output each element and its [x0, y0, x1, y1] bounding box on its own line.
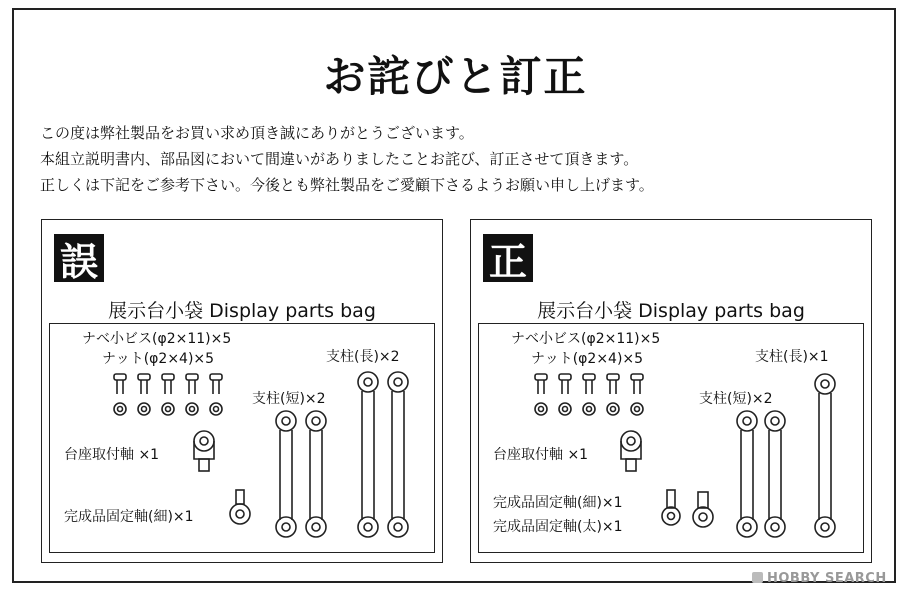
post-long-label: 支柱(長)×2 — [326, 349, 400, 365]
post-long-icon — [815, 374, 835, 537]
post-short-label: 支柱(短)×2 — [252, 391, 326, 407]
nut-icon — [114, 403, 222, 415]
watermark — [752, 571, 887, 586]
screw-label: ナベ小ビス(φ2×11)×5 — [82, 331, 232, 347]
correct-parts-box — [478, 323, 864, 553]
base-shaft-icon — [621, 431, 641, 471]
correct-badge: 正 — [483, 234, 533, 282]
wrong-panel — [41, 219, 443, 563]
wrong-parts-drawing — [50, 324, 436, 554]
nut-label: ナット(φ2×4)×5 — [102, 351, 215, 367]
nut-icon — [535, 403, 643, 415]
nut-label: ナット(φ2×4)×5 — [531, 351, 644, 367]
post-short-label: 支柱(短)×2 — [699, 391, 773, 407]
base-shaft-label: 台座取付軸 ×1 — [493, 447, 589, 463]
base-shaft-label: 台座取付軸 ×1 — [64, 447, 160, 463]
intro-line: 正しくは下記をご参考下さい。今後とも弊社製品をご愛顧下さるようお願い申し上げます。 — [40, 176, 654, 194]
correct-panel — [470, 219, 872, 563]
screw-icon — [535, 374, 643, 394]
post-long-label: 支柱(長)×1 — [755, 349, 829, 365]
fix-thin-label: 完成品固定軸(細)×1 — [64, 509, 194, 525]
intro-text — [40, 120, 654, 198]
screw-icon — [114, 374, 222, 394]
intro-line: この度は弊社製品をお買い求め頂き誠にありがとうございます。 — [40, 124, 474, 142]
correct-bag-title: 展示台小袋 Display parts bag — [537, 300, 805, 322]
wrong-parts-box — [49, 323, 435, 553]
post-long-icon — [358, 372, 408, 537]
correct-parts-drawing — [479, 324, 865, 554]
post-short-icon — [276, 411, 326, 537]
fix-thick-label: 完成品固定軸(太)×1 — [493, 519, 623, 535]
page-title: お詫びと訂正 — [323, 52, 588, 101]
post-short-icon — [737, 411, 785, 537]
wrong-bag-title: 展示台小袋 Display parts bag — [108, 300, 376, 322]
hobby-search-logo-icon — [752, 572, 763, 583]
fix-shaft-icon — [662, 490, 713, 527]
base-shaft-icon — [194, 431, 214, 471]
intro-line: 本組立説明書内、部品図において間違いがありましたことお詫び、訂正させて頂きます。 — [40, 150, 639, 168]
fix-thin-label: 完成品固定軸(細)×1 — [493, 495, 623, 511]
fix-shaft-icon — [230, 490, 250, 524]
screw-label: ナベ小ビス(φ2×11)×5 — [511, 331, 661, 347]
watermark-text: HOBBY SEARCH — [767, 571, 887, 586]
wrong-badge: 誤 — [54, 234, 104, 282]
